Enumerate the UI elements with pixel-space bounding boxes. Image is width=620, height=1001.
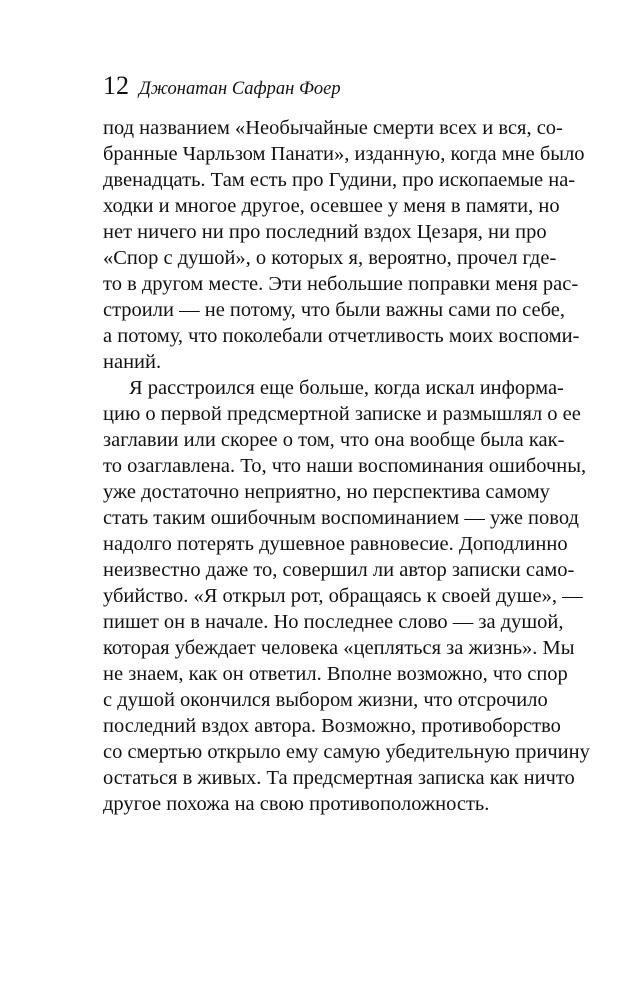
text-line: наний. — [103, 351, 162, 373]
text-line: а потому, что поколебали отчетливость моих воспоми- — [103, 325, 580, 347]
text-line: другое похожа на свою противоположность. — [103, 793, 490, 815]
text-line: бранные Чарльзом Панати», изданную, когда мне было — [103, 143, 585, 165]
text-line: убийство. «Я открыл рот, обращаясь к своей душе», — — [103, 585, 583, 607]
text-line: строили — не потому, что были важны сами по себе, — [103, 299, 565, 321]
text-line: которая убеждает человека «цепляться за жизнь». Мы — [103, 637, 575, 659]
text-line: стать таким ошибочным воспоминанием — уже повод — [103, 507, 579, 529]
body-text — [103, 115, 590, 817]
text-line: надолго потерять душевное равновесие. Доподлинно — [103, 533, 568, 555]
text-line: уже достаточно неприятно, но перспектива самому — [103, 481, 550, 503]
text-line: то озаглавлена. То, что наши воспоминания ошибочны, — [103, 455, 587, 477]
text-line: заглавии или скорее о том, что она вообще была как- — [103, 429, 565, 451]
text-line: нет ничего ни про последний вздох Цезаря, ни про — [103, 221, 547, 243]
text-line: ходки и многое другое, осевшее у меня в памяти, но — [103, 195, 560, 217]
text-line: двенадцать. Там есть про Гудини, про ископаемые на- — [103, 169, 576, 191]
paragraph-1 — [103, 115, 585, 375]
text-line: с душой окончился выбором жизни, что отсрочило — [103, 689, 548, 711]
text-line: цию о первой предсмертной записке и размышлял о ее — [103, 403, 581, 425]
text-line: остаться в живых. Та предсмертная записка как ничто — [103, 767, 575, 789]
running-head — [103, 68, 543, 104]
text-line: не знаем, как он ответил. Вполне возможно, что спор — [103, 663, 568, 685]
text-line: со смертью открыло ему самую убедительную причину — [103, 741, 590, 763]
page-number: 12 — [103, 71, 129, 100]
running-head-author: Джонатан Сафран Фоер — [139, 79, 341, 99]
text-line: под названием «Необычайные смерти всех и вся, со- — [103, 117, 563, 139]
text-line: неизвестно даже то, совершил ли автор записки само- — [103, 559, 575, 581]
text-line: то в другом месте. Эти небольшие поправки меня рас- — [103, 273, 579, 295]
text-line: Я расстроился еще больше, когда искал информа- — [129, 377, 564, 399]
text-line: пишет он в начале. Но последнее слово — за душой, — [103, 611, 564, 633]
text-line: последний вздох автора. Возможно, противоборство — [103, 715, 561, 737]
paragraph-2 — [103, 375, 590, 817]
text-line: «Спор с душой», о которых я, вероятно, прочел где- — [103, 247, 557, 269]
